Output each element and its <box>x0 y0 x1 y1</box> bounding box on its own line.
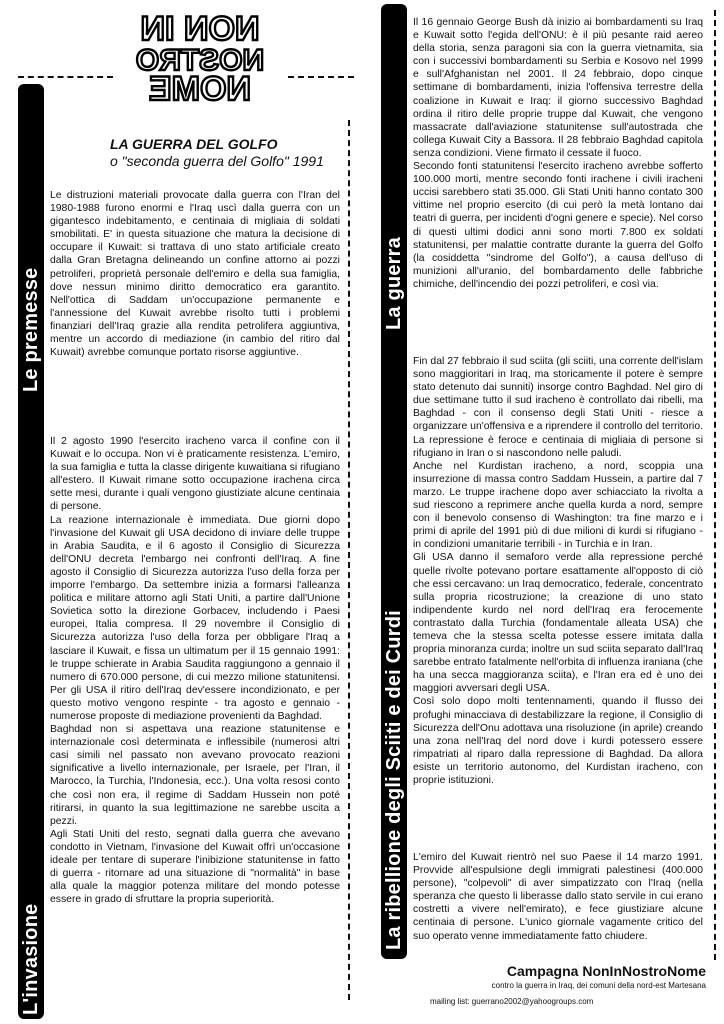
logo-line-1: NON IN <box>140 10 260 48</box>
ribellione-paragraph-4: Così solo dopo molti tentennamenti, quando il flusso dei profughi minacciava di destabilizzare la regione, il Consiglio di Sicurezza dell'Onu adottava una risoluzione (in aprile) creando una zona nell'Iraq del nord dove i kurdi potessero essere rimpatriati al riparo dalla repressione di Baghdad. Da allora esiste un territorio autonomo, del Kurdistan iracheno, con proprie istituzioni. <box>413 696 703 786</box>
guerra-paragraph-2: Secondo fonti statunitensi l'esercito iracheno avrebbe sofferto 100.000 morti, mentre secondo fonti irachene i civili iracheni uccisi sarebbero stati 35.000. Gli Stati Uniti hanno contato 300 vittime nel proprio esercito (di cui però la metà lontano dai teatri di guerra, per incidenti d'ogni genere e specie). Nel corso di questi ultimi dodici anni sono morti 7.800 ex soldati statunitensi, per malattie contratte durante la guerra del Golfo (la cosiddetta "sindrome del Golfo"), a causa dell'uso di munizioni all'uranio, del bombardamento delle fabbriche chimiche, dell'incendio dei pozzi petroliferi, e così via. <box>413 161 703 290</box>
top-dashed-border-left <box>18 76 113 78</box>
campaign-subtitle: contro la guerra in Iraq, dei comuni della nord-est Martesana <box>491 981 706 990</box>
invasione-paragraph-3: Baghdad non si aspettava una reazione statunitense e internazionale così determinata e inflessibile (numerosi altri casi simili nel passato non avevano provocato reazioni significative a livello internazionale, per Israele, per l'Iran, il Marocco, la Turchia, l'Indonesia, ecc.). Una volta resosi conto che così non era, il regime di Saddam Hussein non poté ritirarsi, in quanto la sua legittimazione ne sarebbe uscita a pezzi. <box>50 724 340 827</box>
ribellione-paragraph-5: L'emiro del Kuwait rientrò nel suo Paese il 14 marzo 1991. Provvide all'espulsione degli immigrati palestinesi (400.000 persone), "colpevoli" di aver simpatizzato con l'Iraq (nella speranza che questo li liberasse dallo stato servile in cui erano costretti a vivere nell'emirato), e fece giustiziare alcune centinaia di persone. L'unico giornale vagamente critico del suo operato venne immediatamente fatto chiudere. <box>413 852 703 942</box>
title-main: LA GUERRA DEL GOLFO <box>110 136 278 152</box>
logo-line-2: NOSTRO <box>135 44 265 77</box>
invasione-paragraph-1: Il 2 agosto 1990 l'esercito iracheno varca il confine con il Kuwait e lo occupa. Non vi è praticamente resistenza. L'emiro, la sua famiglia e tutta la classe dirigente kuwaitiana si rifugiano all'estero. Il Kuwait rimane sotto occupazione irachena circa sette mesi, durante i quali vengono giustiziate alcune centinaia di persone. <box>50 436 340 513</box>
guerra-paragraph-1: Il 16 gennaio George Bush dà inizio ai bombardamenti su Iraq e Kuwait sotto l'egida dell'ONU: è il più pesante raid aereo della storia, senza paragoni sia con la guerra vietnamita, sia con i successivi bombardamenti su Serbia e Kosovo nel 1999 e sull'Afghanistan nel 2001. Il 24 febbraio, dopo cinque settimane di bombardamenti, inizia l'offensiva terrestre della coalizione in Kuwait e Iraq: il giorno successivo Baghdad ordina il ritiro delle proprie truppe dal Kuwait, che vengono massacrate dall'aviazione statunitense sull'autostrada che collega Kuwait City a Bassora. Il 28 febbraio Baghdad capitola senza condizioni. Viene firmato il cessate il fuoco. <box>413 17 703 159</box>
section-label-ribellione: La ribellione degli Sciiti e dei Curdi <box>383 610 405 950</box>
ribellione-paragraph-3: Gli USA danno il semaforo verde alla repressione perché quelle rivolte potevano portare esattamente all'opposto di ciò che essi cercavano: un Iraq democratico, federale, concentrato sulla propria ricostruzione; la creazione di uno stato indipendente kurdo nel nord dell'Iraq era ferocemente contrastato dalla Turchia (fondamentale alleata USA) che temeva che la stessa scelta potesse essere imitata dalla propria minoranza curda; inoltre un sud sciita separato dall'Iraq sarebbe entrato fatalmente nell'orbita di influenza iraniana (che ha una secca maggioranza sciita), e l'Iran era ed è uno dei maggiori avversari degli USA. <box>413 552 703 695</box>
right-column-ribellione <box>413 355 703 787</box>
top-dashed-border-mid <box>288 76 354 78</box>
left-column-invasione <box>50 435 340 906</box>
invasione-paragraph-4: Agli Stati Uniti del resto, segnati dalla guerra che avevano condotto in Vietnam, l'invasione del Kuwait offrì un'occasione ideale per tentare di superare l'inibizione statunitense in fatto di guerra - ritornare ad una situazione di "normalità" in base alla quale la maggior potenza militare del mondo potesse essere in grado di sfruttare la propria superiorità. <box>50 828 340 906</box>
middle-dashed-divider <box>348 120 350 1000</box>
ribellione-paragraph-1: Fin dal 27 febbraio il sud sciita (gli sciiti, una corrente dell'islam sono maggioritari in Iraq, ma storicamente il potere è sempre stato detenuto dai sunniti) insorge contro Baghdad. Nel giro di due settimane tutto il sud iracheno è controllato dai ribelli, ma Baghdad - con il consenso degli Stati Uniti - riesce a organizzare un'offensiva e a riprendere il controllo del territorio. La repressione è feroce e centinaia di migliaia di persone si rifugiano in Iran o si nascondono nelle paludi. <box>413 356 703 459</box>
ribellione-paragraph-2: Anche nel Kurdistan iracheno, a nord, scoppia una insurrezione di massa contro Saddam Hussein, a partire dal 7 marzo. Le truppe irachene dopo aver schiacciato la rivolta a sud riescono a reprimere anche quella kurda a nord, sempre con il benevolo consenso di Washington: tra fine marzo e i primi di aprile del 1991 più di due milioni di kurdi si rifugiano - in condizioni umanitarie terribili - in Turchia e in Iran. <box>413 460 703 551</box>
section-label-premesse: Le premesse <box>20 267 42 392</box>
campaign-name: Campagna NonInNostroNome <box>506 963 706 979</box>
title-subtitle: o "seconda guerra del Golfo" 1991 <box>110 153 324 169</box>
logo-line-3: NOME <box>149 70 251 105</box>
left-sidebar <box>18 84 44 1019</box>
mailing-list: mailing list: guerrano2002@yahoogroups.com <box>430 997 594 1006</box>
section-label-invasione: L'invasione <box>20 903 42 1015</box>
right-column-guerra <box>413 16 703 291</box>
right-dashed-divider <box>714 10 716 960</box>
right-column-emiro <box>413 851 703 943</box>
section-label-guerra: La guerra <box>383 237 405 330</box>
invasione-paragraph-2: La reazione internazionale è immediata. Due giorni dopo l'invasione del Kuwait gli USA decidono di inviare delle truppe in Arabia Saudita, e il 6 agosto il Consiglio di Sicurezza dell'ONU decreta l'embargo nei confronti dell'Iraq. A fine agosto il Consiglio di Sicurezza autorizza l'uso della forza per imporre l'embargo. Da settembre inizia a formarsi l'alleanza politica e militare attorno agli Stati Uniti, a partire dall'Unione Sovietica sotto la direzione Gorbacev, includendo i Paesi europei, Italia compresa. Il 29 novembre il Consiglio di Sicurezza autorizza l'uso della forza per obbligare l'Iraq a lasciare il Kuwait, e fissa un ultimatum per il 15 gennaio 1991: le truppe schierate in Arabia Saudita raggiungono a gennaio il numero di 670.000 persone, di cui mezzo milione statunitensi. Per gli USA il ritiro dell'Iraq dev'essere incondizionato, e per questo motivo vengono respinte - tra agosto e gennaio - numerose proposte di mediazione provenienti da Baghdad. <box>50 514 340 722</box>
campaign-logo <box>112 10 287 105</box>
article-title <box>110 136 350 170</box>
premesse-paragraph: Le distruzioni materiali provocate dalla guerra con l'Iran del 1980-1988 furono enormi e l'Iraq uscì dalla guerra con un gigantesco indebitamento, e centinaia di migliaia di soldati smobilitati. E' in questa situazione che matura la decisione di occupare il Kuwait: si trattava di uno stato artificiale creato dalla Gran Bretagna delineando un confine attorno ai pozzi petroliferi, proprietà personale dell'emiro e della sua famiglia, dove nessun minimo diritto democratico era garantito. Nell'ottica di Saddam un'occupazione permanente e l'annessione del Kuwait avrebbe risolto tutti i problemi finanziari dell'Iraq grazie alla rendita petrolifera aggiuntiva, mentre un accordo di mediazione (in cambio del ritiro dal Kuwait) avrebbe comunque portato risorse aggiuntive. <box>50 190 340 359</box>
left-column-premesse <box>50 189 340 359</box>
